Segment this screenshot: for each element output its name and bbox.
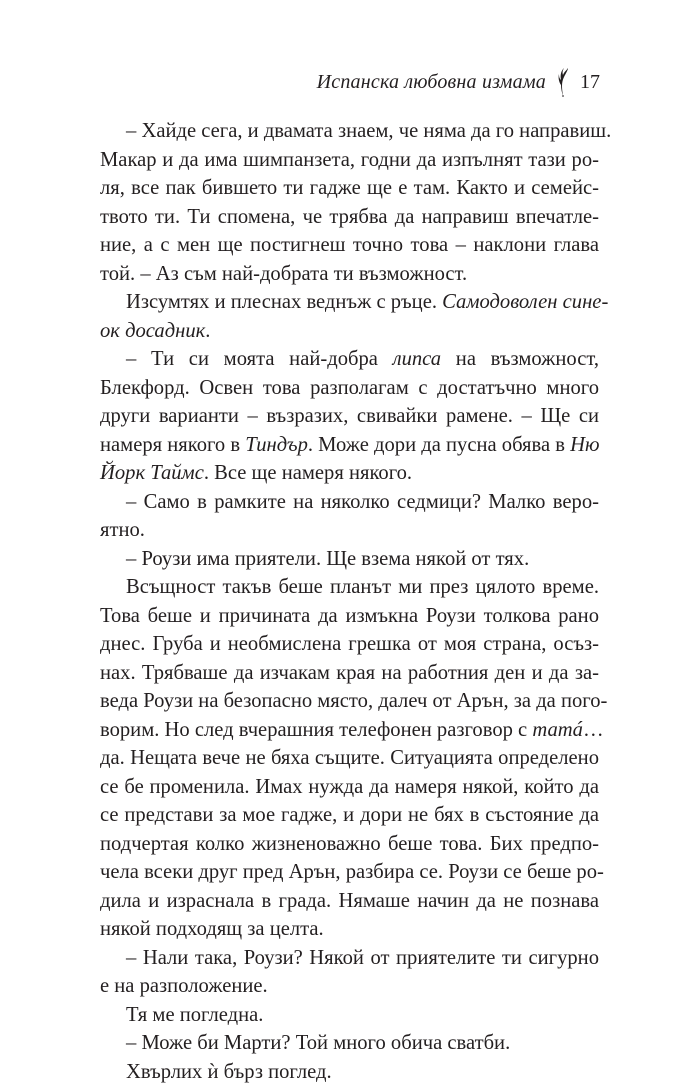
text-line xyxy=(100,716,604,745)
text-line xyxy=(100,374,599,403)
text-line xyxy=(100,288,609,317)
text-line xyxy=(100,174,599,203)
text-line xyxy=(100,659,599,688)
text-line xyxy=(100,972,599,1001)
text-run: подчертая колко жизненоважно беше това. Бих предпо- xyxy=(100,832,599,855)
text-run: – Роузи има приятели. Ще взема някой от тях. xyxy=(126,547,530,570)
text-line xyxy=(100,1029,599,1058)
text-run: твото ти. Ти спомена, че трябва да направиш впечатле- xyxy=(100,205,599,228)
text-run: – Само в рамките на няколко седмици? Малко веро- xyxy=(126,490,599,513)
text-run: той. – Аз съм най-добрата ти възможност. xyxy=(100,262,468,285)
text-run: намеря някого в xyxy=(100,433,246,456)
text-run: днес. Груба и необмислена грешка от моя страна, осъз- xyxy=(100,633,599,655)
italic-text: липса xyxy=(392,348,442,370)
italic-text: ок досадник xyxy=(100,319,206,342)
text-run: Тя ме погледна. xyxy=(126,1003,264,1026)
text-line xyxy=(100,630,599,659)
text-run: . Все ще намеря някого. xyxy=(203,462,413,484)
text-line xyxy=(100,231,599,260)
text-line xyxy=(100,744,599,773)
running-head xyxy=(317,66,600,98)
text-line xyxy=(100,402,599,431)
text-line xyxy=(100,573,599,602)
italic-text: Тиндър xyxy=(245,433,308,456)
text-run: – Ти си моята най-добра xyxy=(126,348,393,370)
feather-ornament-icon xyxy=(556,67,570,97)
text-run: веда Роузи на безопасно място, далеч от Арън, за да пого- xyxy=(100,690,608,712)
text-run: ние, а с мен ще постигнеш точно това – наклони глава xyxy=(100,234,599,256)
text-run: чела всеки друг пред Арън, разбира се. Роузи се беше ро- xyxy=(100,861,604,883)
body-text xyxy=(100,117,612,1086)
italic-text: Самодоволен сине- xyxy=(442,291,609,313)
text-run: . xyxy=(205,319,211,342)
text-run: – Нали така, Роузи? Някой от приятелите ти сигурно xyxy=(126,946,599,969)
text-run: дила и израснала в града. Нямаше начин да не познава xyxy=(100,889,599,912)
book-title: Испанска любовна измама xyxy=(316,70,546,93)
text-run: Всъщност такъв беше планът ми през цялото време. xyxy=(126,576,599,598)
text-line xyxy=(100,488,599,517)
text-run: Хвърлих ѝ бърз поглед. xyxy=(126,1060,332,1083)
text-line xyxy=(100,203,599,232)
text-run: – Хайде сега, и двамата знаем, че няма да го направиш. xyxy=(126,120,612,142)
text-line xyxy=(100,887,599,916)
text-run: някой подходящ за целта. xyxy=(100,918,324,940)
text-line xyxy=(100,1058,599,1087)
italic-text: Йорк Таймс xyxy=(100,462,204,484)
page-number: 17 xyxy=(580,70,600,93)
text-line xyxy=(100,801,599,830)
text-line xyxy=(100,1001,599,1030)
text-run: ворим. Но след вчерашния телефонен разговор с xyxy=(100,718,533,741)
text-line xyxy=(100,345,599,374)
text-line xyxy=(100,545,599,574)
text-run: е на разположение. xyxy=(100,975,268,997)
text-line xyxy=(100,830,599,859)
text-line xyxy=(100,317,599,346)
text-line xyxy=(100,431,599,460)
text-run: нах. Трябваше да изчакам края на работния ден и да за- xyxy=(100,661,599,684)
text-line xyxy=(100,687,608,716)
text-line xyxy=(100,260,599,289)
text-run: се бе променила. Имах нужда да намеря някой, който да xyxy=(100,775,599,798)
text-run: други варианти – възразих, свивайки рамене. – Ще си xyxy=(100,405,599,427)
text-line xyxy=(100,602,599,631)
text-line xyxy=(100,117,612,146)
text-line xyxy=(100,773,599,802)
italic-text: татá xyxy=(532,718,583,741)
text-run: се представи за мое гадже, и дори не бях в състояние да xyxy=(100,804,599,826)
text-run: на възможност, xyxy=(441,348,599,370)
text-run: … xyxy=(582,718,604,741)
text-run: ля, все пак бившето ти гадже ще е там. Както и семейс- xyxy=(100,177,599,199)
text-line xyxy=(100,915,599,944)
text-line xyxy=(100,516,599,545)
text-run: да. Нещата вече не бяха същите. Ситуацията определено xyxy=(100,747,599,769)
text-line xyxy=(100,146,599,175)
text-run: ятно. xyxy=(100,519,145,541)
text-run: Блекфорд. Освен това разполагам с достатъчно много xyxy=(100,376,599,399)
text-run: Това беше и причината да измъкна Роузи толкова рано xyxy=(100,604,599,627)
text-run: Изсумтях и плеснах веднъж с ръце. xyxy=(126,291,443,313)
text-line xyxy=(100,944,599,973)
text-run: . Може дори да пусна обява в xyxy=(307,433,571,456)
text-line xyxy=(100,858,604,887)
text-line xyxy=(100,459,599,488)
text-run: – Може би Марти? Той много обича сватби. xyxy=(126,1032,511,1054)
italic-text: Ню xyxy=(570,433,600,456)
text-run: Макар и да има шимпанзета, годни да изпълнят тази ро- xyxy=(100,148,599,171)
